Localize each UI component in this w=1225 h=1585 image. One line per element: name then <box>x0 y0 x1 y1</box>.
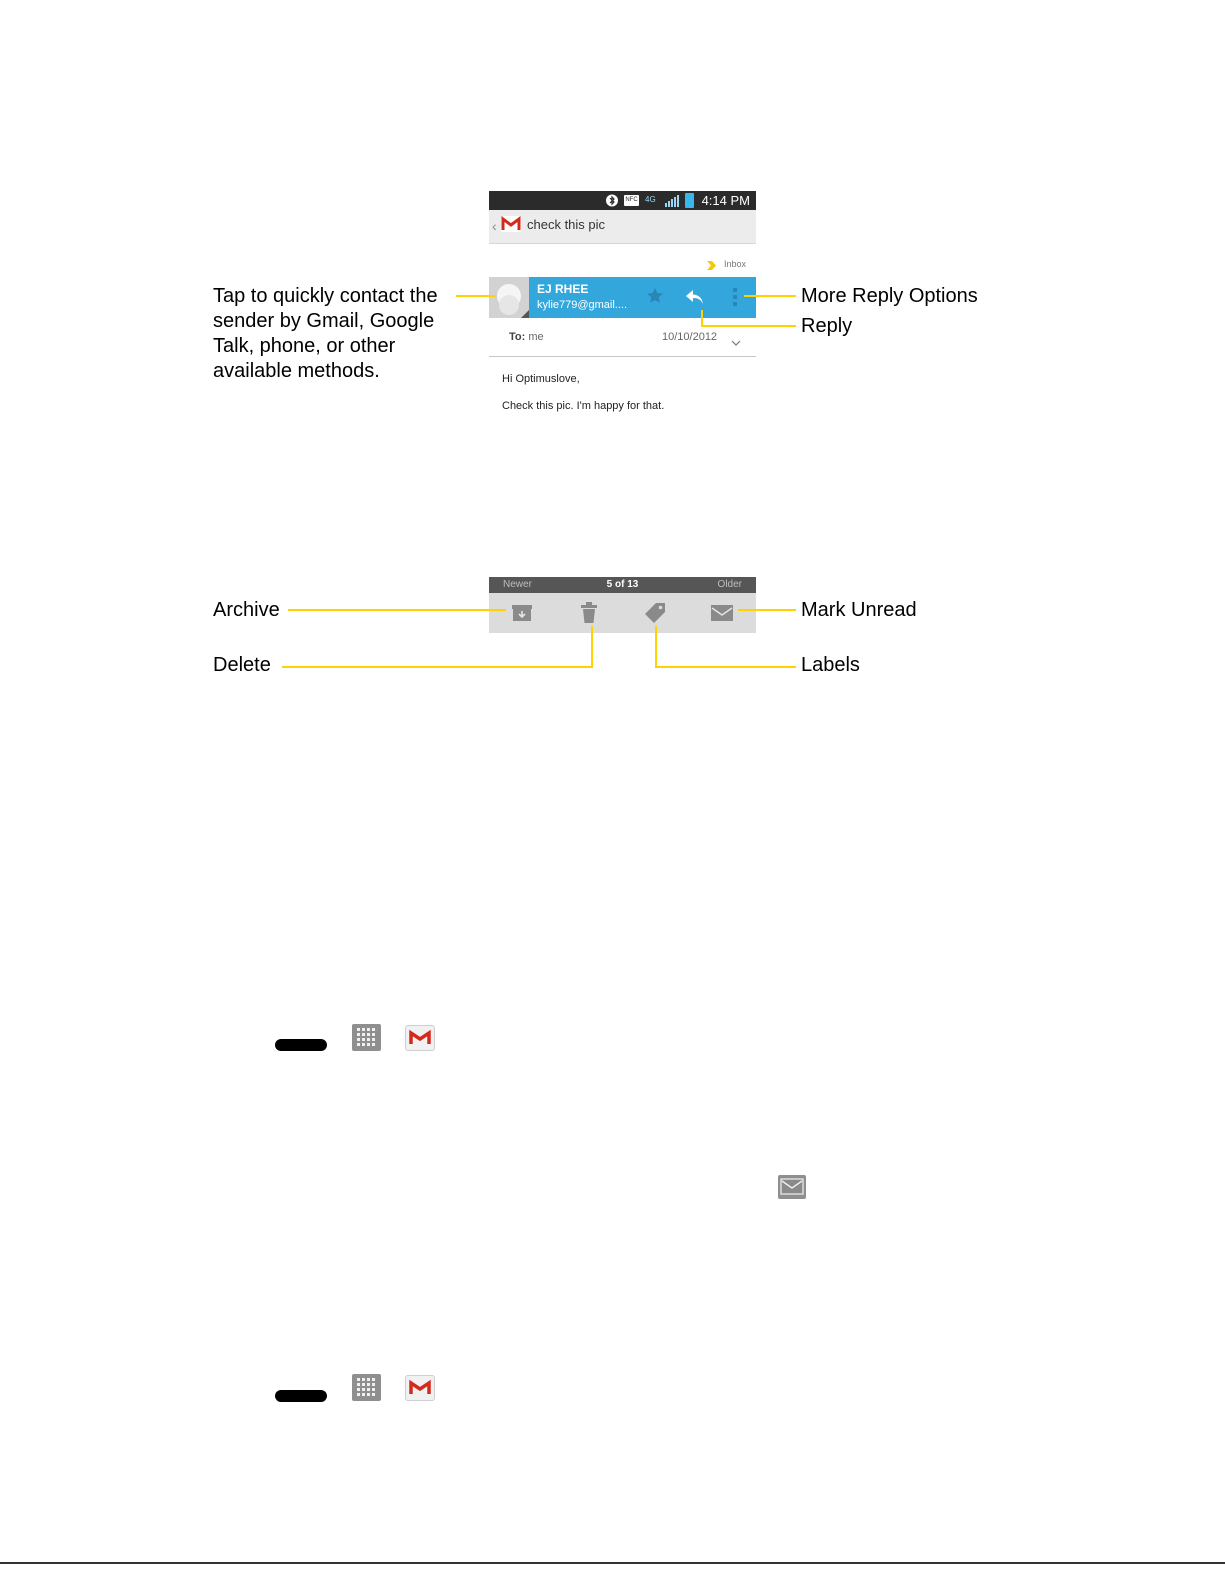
callout-line <box>655 626 657 668</box>
callout-line <box>701 310 703 326</box>
sender-name: EJ RHEE <box>537 282 589 296</box>
callout-line <box>288 609 506 611</box>
home-key-icon <box>275 1039 327 1051</box>
message-body-line: Check this pic. I'm happy for that. <box>502 400 665 412</box>
back-chevron-icon[interactable]: ‹ <box>492 218 497 234</box>
more-reply-callout: More Reply Options <box>801 285 978 307</box>
callout-line <box>744 295 796 297</box>
callout-line <box>591 626 593 668</box>
page-bottom-rule <box>0 1562 1225 1564</box>
inbox-label-icon <box>706 258 717 269</box>
contact-callout-line: available methods. <box>213 360 380 382</box>
status-bar <box>489 191 756 210</box>
callout-line <box>738 609 796 611</box>
network-4g-icon: 4G <box>645 195 656 204</box>
nfc-icon: NFC <box>624 195 639 206</box>
battery-icon <box>685 193 694 208</box>
newer-button[interactable]: Newer <box>503 579 532 590</box>
more-options-icon[interactable] <box>732 287 738 307</box>
gmail-logo-icon[interactable] <box>501 216 521 232</box>
mark-unread-icon[interactable] <box>705 599 739 627</box>
apps-grid-icon <box>352 1374 381 1401</box>
reply-callout: Reply <box>801 315 853 337</box>
mark-unread-callout: Mark Unread <box>801 599 917 621</box>
message-screenshot <box>489 191 756 418</box>
signal-icon <box>664 194 680 207</box>
actions-screenshot <box>489 577 756 633</box>
gmail-icon <box>405 1025 435 1051</box>
apps-grid-icon <box>352 1024 381 1051</box>
message-navigation-bar <box>489 577 756 593</box>
archive-callout: Archive <box>213 599 280 621</box>
archive-icon[interactable] <box>505 599 539 627</box>
gmail-icon <box>405 1375 435 1401</box>
chevron-down-icon[interactable] <box>731 334 741 341</box>
callout-line <box>282 666 593 668</box>
callout-line <box>701 325 796 327</box>
delete-callout: Delete <box>213 654 271 676</box>
sender-avatar[interactable] <box>489 277 529 318</box>
inbox-label: Inbox <box>723 259 746 269</box>
mark-unread-icon <box>778 1175 806 1199</box>
delete-icon[interactable] <box>572 599 606 627</box>
labels-icon[interactable] <box>638 599 672 627</box>
message-count: 5 of 13 <box>606 579 639 590</box>
app-bar[interactable] <box>489 210 756 244</box>
callout-line <box>655 666 796 668</box>
home-key-icon <box>275 1390 327 1402</box>
to-field <box>509 331 544 343</box>
star-icon[interactable] <box>646 287 664 305</box>
email-subject: check this pic <box>527 217 606 232</box>
contact-callout-line: sender by Gmail, Google <box>213 310 435 332</box>
labels-callout: Labels <box>801 654 860 676</box>
callout-line <box>456 295 496 297</box>
older-button[interactable]: Older <box>717 579 742 590</box>
recipient-row[interactable] <box>489 318 756 357</box>
sender-header <box>489 277 756 318</box>
contact-callout-line: Talk, phone, or other <box>213 335 396 357</box>
status-time: 4:14 PM <box>701 193 750 208</box>
contact-callout <box>213 284 438 384</box>
reply-icon[interactable] <box>685 288 705 306</box>
message-date: 10/10/2012 <box>662 331 718 343</box>
to-label: To: <box>509 331 526 343</box>
to-value: me <box>528 331 544 343</box>
bluetooth-icon <box>606 194 618 207</box>
sender-email: kylie779@gmail.... <box>537 299 628 311</box>
action-bar <box>489 593 756 633</box>
message-body-line: Hi Optimuslove, <box>502 373 580 385</box>
contact-callout-line: Tap to quickly contact the <box>213 285 438 307</box>
